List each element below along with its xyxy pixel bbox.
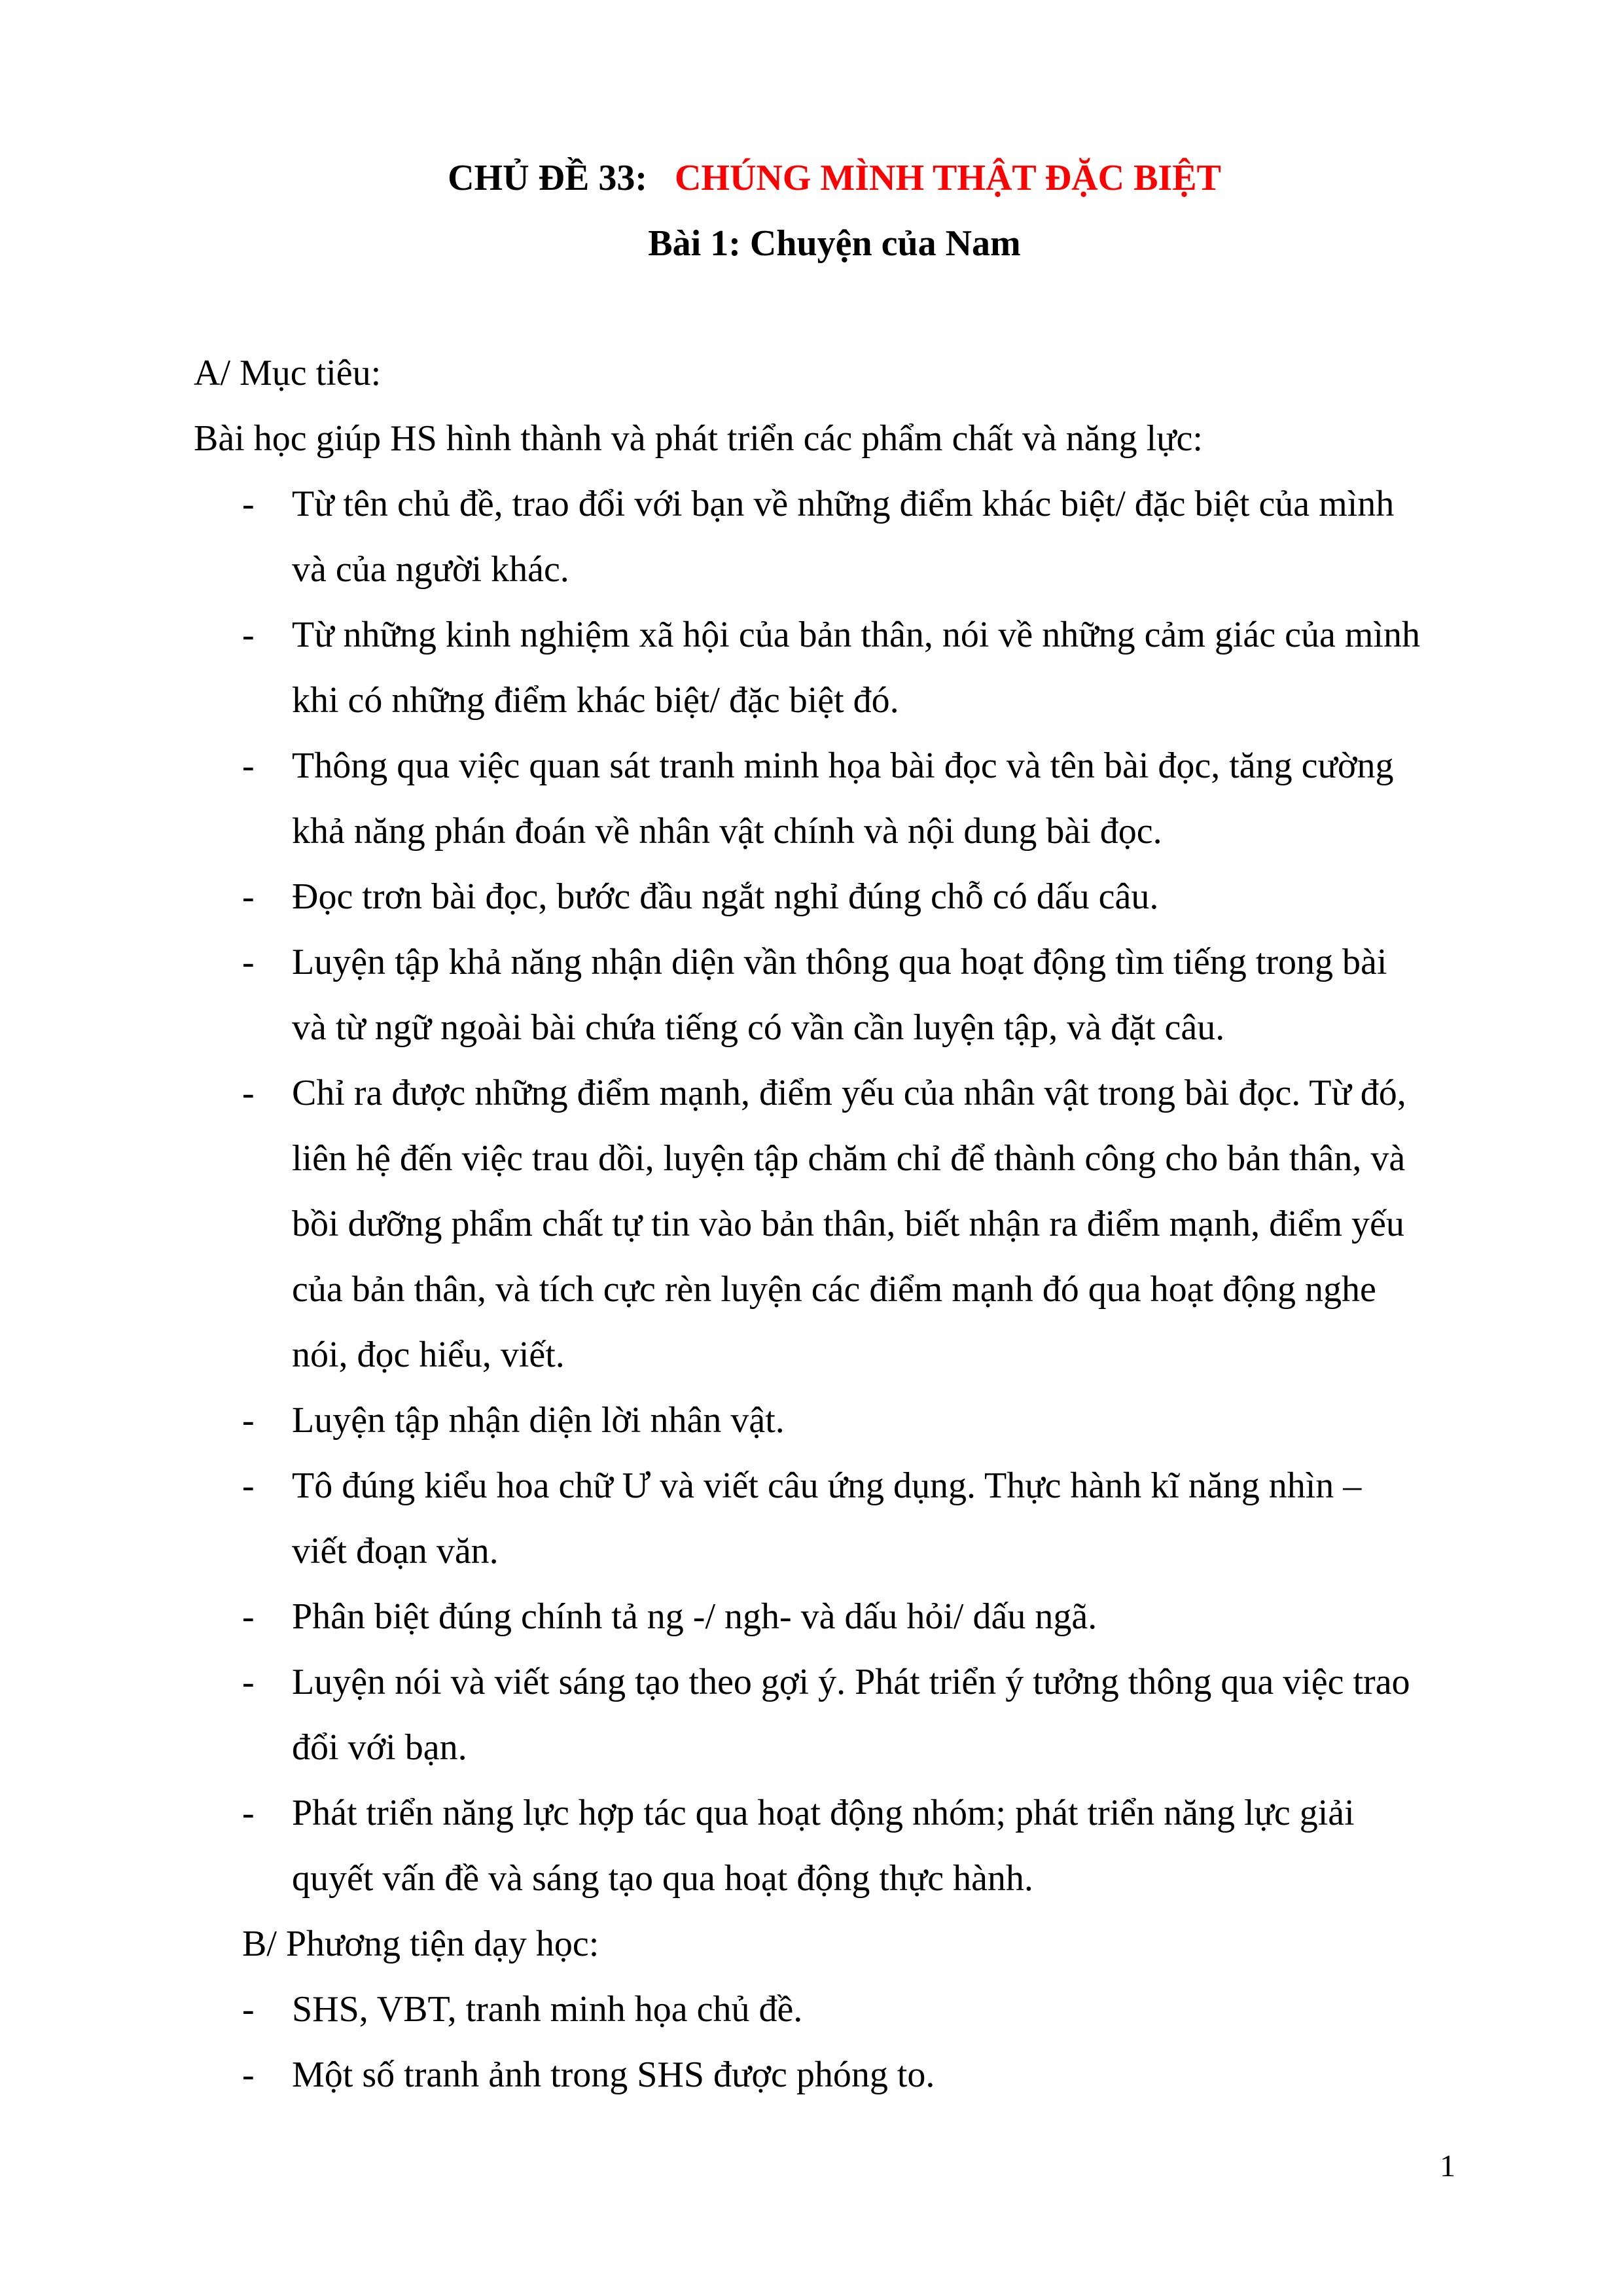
list-item-line: Luyện nói và viết sáng tạo theo gợi ý. Phát triển ý tưởng thông qua việc trao <box>292 1662 1410 1702</box>
list-item-line: nói, đọc hiểu, viết. <box>292 1335 565 1375</box>
list-bullet: - <box>242 876 255 917</box>
list-item-line: Đọc trơn bài đọc, bước đầu ngắt nghỉ đúng chỗ có dấu câu. <box>292 876 1159 917</box>
list-bullet: - <box>242 1073 255 1113</box>
list-item-line: Luyện tập khả năng nhận diện vần thông qua hoạt động tìm tiếng trong bài <box>292 942 1387 982</box>
list-item-line: Một số tranh ảnh trong SHS được phóng to. <box>292 2054 935 2095</box>
list-item-line: khả năng phán đoán về nhân vật chính và nội dung bài đọc. <box>292 811 1162 852</box>
list-bullet: - <box>242 942 255 982</box>
list-bullet: - <box>242 1662 255 1702</box>
list-item-line: Từ những kinh nghiệm xã hội của bản thân, nói về những cảm giác của mình <box>292 615 1420 655</box>
list-item-line: Luyện tập nhận diện lời nhân vật. <box>292 1400 785 1441</box>
list-item-line: SHS, VBT, tranh minh họa chủ đề. <box>292 1989 803 2030</box>
section-a-heading: A/ Mục tiêu: <box>194 353 382 393</box>
list-bullet: - <box>242 1989 255 2030</box>
list-item-line: của bản thân, và tích cực rèn luyện các điểm mạnh đó qua hoạt động nghe <box>292 1269 1376 1310</box>
list-bullet: - <box>242 2054 255 2095</box>
list-item-line: quyết vấn đề và sáng tạo qua hoạt động thực hành. <box>292 1858 1033 1899</box>
list-bullet: - <box>242 1793 255 1833</box>
list-item-line: viết đoạn văn. <box>292 1531 499 1571</box>
lesson-title: Bài 1: Chuyện của Nam <box>648 223 1021 264</box>
topic-name: CHÚNG MÌNH THẬT ĐẶC BIỆT <box>674 158 1221 198</box>
list-item-line: Phát triển năng lực hợp tác qua hoạt động nhóm; phát triển năng lực giải <box>292 1793 1355 1833</box>
list-item-line: bồi dưỡng phẩm chất tự tin vào bản thân, biết nhận ra điểm mạnh, điểm yếu <box>292 1204 1404 1244</box>
topic-prefix: CHỦ ĐỀ 33: <box>448 158 647 198</box>
list-bullet: - <box>242 1465 255 1506</box>
list-bullet: - <box>242 1596 255 1637</box>
section-a-intro: Bài học giúp HS hình thành và phát triển các phẩm chất và năng lực: <box>194 418 1203 459</box>
list-bullet: - <box>242 615 255 655</box>
list-item-line: khi có những điểm khác biệt/ đặc biệt đó. <box>292 680 899 721</box>
section-b-heading: B/ Phương tiện dạy học: <box>242 1924 599 1964</box>
list-item-line: Thông qua việc quan sát tranh minh họa bài đọc và tên bài đọc, tăng cường <box>292 745 1394 786</box>
page-number: 1 <box>1440 2149 1455 2183</box>
list-item-line: và của người khác. <box>292 549 569 590</box>
list-item-line: và từ ngữ ngoài bài chứa tiếng có vần cần luyện tập, và đặt câu. <box>292 1007 1225 1048</box>
list-item-line: Tô đúng kiểu hoa chữ Ư và viết câu ứng dụng. Thực hành kĩ năng nhìn – <box>292 1465 1362 1506</box>
list-bullet: - <box>242 745 255 786</box>
list-item-line: đổi với bạn. <box>292 1727 467 1768</box>
list-item-line: Phân biệt đúng chính tả ng -/ ngh- và dấu hỏi/ dấu ngã. <box>292 1596 1097 1637</box>
list-item-line: Từ tên chủ đề, trao đổi với bạn về những điểm khác biệt/ đặc biệt của mình <box>292 484 1395 524</box>
list-item-line: Chỉ ra được những điểm mạnh, điểm yếu của nhân vật trong bài đọc. Từ đó, <box>292 1073 1406 1113</box>
list-bullet: - <box>242 484 255 524</box>
topic-title <box>0 157 1623 199</box>
list-item-line: liên hệ đến việc trau dồi, luyện tập chăm chỉ để thành công cho bản thân, và <box>292 1138 1406 1179</box>
list-bullet: - <box>242 1400 255 1441</box>
